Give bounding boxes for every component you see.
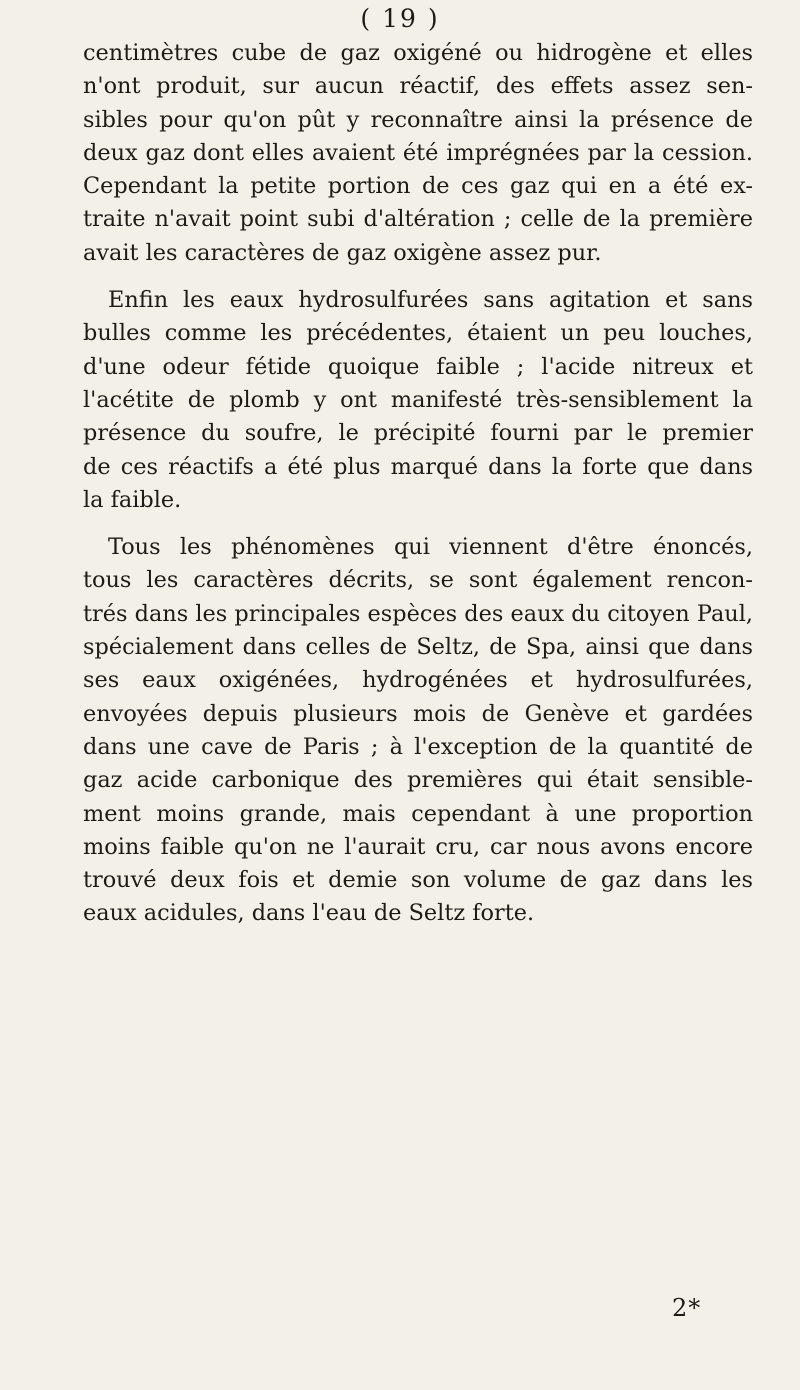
- text-line: deux gaz dont elles avaient été imprégnées par la cession.: [83, 139, 753, 166]
- text-line: avait les caractères de gaz oxigène assez pur.: [83, 239, 602, 266]
- signature-mark: 2*: [672, 1294, 702, 1322]
- paragraph-3: [83, 531, 753, 931]
- page-number: ( 19 ): [360, 4, 440, 33]
- text-line: envoyées depuis plusieurs mois de Genève et gardées: [83, 700, 753, 727]
- text-line: n'ont produit, sur aucun réactif, des effets assez sen-: [83, 73, 753, 100]
- text-line: ment moins grande, mais cependant à une proportion: [83, 800, 753, 827]
- text-line: présence du soufre, le précipité fourni par le premier: [83, 420, 753, 447]
- text-line: trouvé deux fois et demie son volume de gaz dans les: [83, 867, 753, 894]
- text-line: Tous les phénomènes qui viennent d'être énoncés,: [108, 534, 753, 561]
- text-line: l'acétite de plomb y ont manifesté très-sensiblement la: [83, 386, 753, 413]
- text-line: de ces réactifs a été plus marqué dans la forte que dans: [83, 453, 753, 480]
- text-line: Cependant la petite portion de ces gaz qui en a été ex-: [83, 173, 753, 200]
- text-line: dans une cave de Paris ; à l'exception de la quantité de: [83, 733, 753, 760]
- text-line: la faible.: [83, 486, 182, 513]
- paragraph-2: [83, 284, 753, 517]
- paragraph-gap: [83, 270, 753, 284]
- text-line: spécialement dans celles de Seltz, de Spa, ainsi que dans: [83, 634, 753, 661]
- text-line: Enfin les eaux hydrosulfurées sans agitation et sans: [108, 287, 753, 314]
- text-line: tous les caractères décrits, se sont également rencon-: [83, 567, 753, 594]
- text-line: d'une odeur fétide quoique faible ; l'acide nitreux et: [83, 353, 753, 380]
- text-line: gaz acide carbonique des premières qui était sensible-: [83, 767, 753, 794]
- text-line: trés dans les principales espèces des eaux du citoyen Paul,: [83, 600, 753, 627]
- text-body: [83, 37, 753, 931]
- text-line: moins faible qu'on ne l'aurait cru, car nous avons encore: [83, 833, 753, 860]
- text-line: ses eaux oxigénées, hydrogénées et hydrosulfurées,: [83, 667, 753, 694]
- text-line: sibles pour qu'on pût y reconnaître ainsi la présence de: [83, 106, 753, 133]
- text-line: centimètres cube de gaz oxigéné ou hidrogène et elles: [83, 40, 753, 66]
- paragraph-1: [83, 37, 753, 270]
- text-line: eaux acidules, dans l'eau de Seltz forte.: [83, 900, 535, 927]
- text-line: bulles comme les précédentes, étaient un peu louches,: [83, 320, 753, 347]
- text-line: traite n'avait point subi d'altération ; celle de la première: [83, 206, 753, 233]
- paragraph-gap: [83, 517, 753, 531]
